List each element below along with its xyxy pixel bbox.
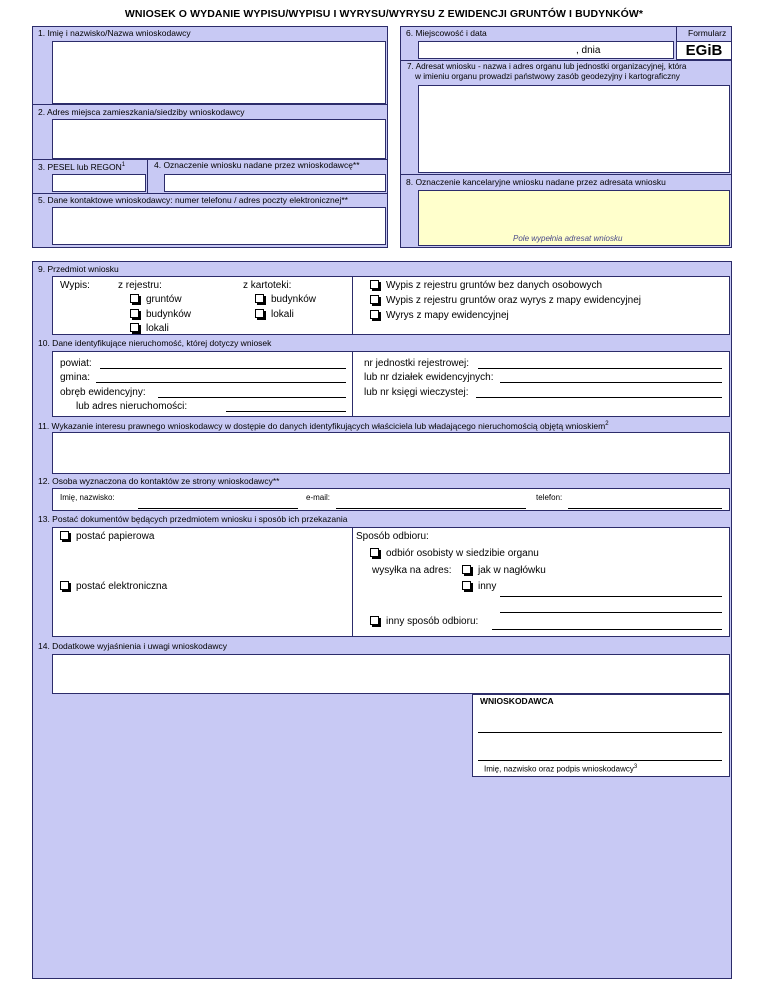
checkbox-icon — [370, 280, 379, 289]
jednostka-label: nr jednostki rejestrowej: — [364, 358, 470, 369]
checkbox-icon — [130, 309, 139, 318]
signature-caption-text: Imię, nazwisko oraz podpis wnioskodawcy — [484, 764, 634, 774]
powiat-label: powiat: — [60, 358, 92, 369]
checkbox-icon — [60, 531, 69, 540]
section-4-label: 4. Oznaczenie wniosku nadane przez wnioskodawcę** — [154, 160, 360, 170]
checkbox-icon — [370, 310, 379, 319]
place-date-field[interactable] — [418, 41, 674, 59]
inny-adres-input[interactable] — [500, 596, 722, 597]
section-1-label: 1. Imię i nazwisko/Nazwa wnioskodawcy — [38, 28, 191, 38]
checkbox-kartoteka-lokali[interactable] — [255, 309, 294, 320]
section-11-label — [34, 419, 609, 432]
checkbox-label: gruntów — [146, 294, 182, 305]
footnote-2: 2 — [605, 421, 609, 427]
signature-line-2[interactable] — [478, 760, 722, 761]
section-12-label: 12. Osoba wyznaczona do kontaktów ze strony wnioskodawcy** — [38, 476, 280, 486]
checkbox-kartoteka-budynkow[interactable] — [255, 294, 316, 305]
legal-interest-field[interactable] — [52, 432, 730, 474]
divider — [352, 276, 353, 335]
inny-sposob-input[interactable] — [492, 629, 722, 630]
checkbox-label: inny sposób odbioru: — [386, 616, 479, 627]
wysylka-label: wysyłka na adres: — [372, 565, 452, 576]
section-2-label: 2. Adres miejsca zamieszkania/siedziby wnioskodawcy — [38, 107, 245, 117]
wnioskodawca-label: WNIOSKODAWCA — [480, 696, 554, 706]
formularz-label: Formularz — [688, 28, 727, 38]
checkbox-wypis-i-wyrys[interactable] — [370, 295, 641, 306]
imie-input[interactable] — [138, 508, 298, 509]
divider — [352, 351, 353, 417]
checkbox-label: inny — [478, 581, 497, 592]
addressee-field[interactable] — [418, 85, 730, 173]
checkbox-label: postać papierowa — [76, 531, 155, 542]
checkbox-label: lokali — [271, 309, 294, 320]
ksiega-input[interactable] — [476, 397, 722, 398]
checkbox-inny-sposob[interactable] — [370, 616, 478, 627]
powiat-input[interactable] — [100, 368, 346, 369]
divider — [32, 104, 388, 105]
checkbox-jak-w-naglowku[interactable] — [462, 565, 546, 576]
divider — [147, 159, 148, 193]
divider — [32, 193, 388, 194]
section-11-text: 11. Wykazanie interesu prawnego wnioskodawcy w dostępie do danych identyfikujących właściciela lub władającego nieruchomością objętą wnioskiem — [38, 420, 606, 431]
checkbox-label: budynków — [146, 309, 192, 320]
checkbox-label: lokali — [146, 323, 169, 334]
divider — [400, 60, 732, 61]
office-reference-field[interactable] — [418, 190, 730, 246]
checkbox-label: jak w nagłówku — [478, 565, 546, 576]
section-3-label — [34, 160, 125, 173]
checkbox-label: Wypis z rejestru gruntów oraz wyrys z mapy ewidencyjnej — [386, 295, 641, 306]
footnote-3: 3 — [633, 764, 638, 770]
checkbox-rejestr-lokali[interactable] — [130, 323, 169, 334]
jednostka-input[interactable] — [478, 368, 722, 369]
section-9-label: 9. Przedmiot wniosku — [38, 264, 119, 274]
applicant-address-field[interactable] — [52, 119, 386, 159]
section-10-label: 10. Dane identyfikujące nieruchomość, której dotyczy wniosek — [38, 338, 272, 348]
section-7-label — [407, 62, 686, 82]
signature-line-1[interactable] — [478, 732, 722, 733]
sposob-odbioru-label: Sposób odbioru: — [356, 531, 429, 542]
email-label: e-mail: — [306, 493, 331, 502]
checkbox-icon — [370, 548, 379, 557]
checkbox-label: Wypis z rejestru gruntów bez danych osobowych — [386, 280, 603, 291]
section-8-label: 8. Oznaczenie kancelaryjne wniosku nadane przez adresata wniosku — [406, 177, 666, 187]
applicant-reference-field[interactable] — [164, 174, 386, 192]
section-7-line-1: 7. Adresat wniosku - nazwa i adres organu lub jednostki organizacyjnej, która — [407, 62, 687, 71]
section-7-line-2: w imieniu organu prowadzi państwowy zasób geodezyjny i kartograficzny — [415, 72, 680, 81]
section-5-label: 5. Dane kontaktowe wnioskodawcy: numer telefonu / adres poczty elektronicznej** — [38, 195, 348, 205]
imie-label: Imię, nazwisko: — [60, 493, 115, 502]
checkbox-rejestr-budynkow[interactable] — [130, 309, 191, 320]
dzialki-label: lub nr działek ewidencyjnych: — [364, 372, 494, 383]
checkbox-icon — [255, 294, 264, 303]
signature-caption — [484, 764, 637, 774]
email-input[interactable] — [336, 508, 526, 509]
checkbox-label: odbiór osobisty w siedzibie organu — [386, 548, 539, 559]
checkbox-label: postać elektroniczna — [76, 581, 168, 592]
section-13-label: 13. Postać dokumentów będących przedmiotem wniosku i sposób ich przekazania — [38, 514, 348, 524]
checkbox-postac-elektroniczna[interactable] — [60, 581, 167, 592]
applicant-name-field[interactable] — [52, 41, 386, 104]
z-kartoteki-label: z kartoteki: — [243, 280, 292, 291]
inny-adres-input-2[interactable] — [500, 612, 722, 613]
obreb-input[interactable] — [158, 397, 346, 398]
checkbox-icon — [370, 616, 379, 625]
gmina-label: gmina: — [60, 372, 91, 383]
checkbox-icon — [370, 295, 379, 304]
checkbox-icon — [60, 581, 69, 590]
divider — [400, 174, 732, 175]
checkbox-wyrys[interactable] — [370, 310, 509, 321]
dnia-label: , dnia — [576, 45, 601, 56]
adres-nieruchomosci-label: lub adres nieruchomości: — [76, 401, 188, 412]
checkbox-wypis-bez-danych[interactable] — [370, 280, 602, 291]
checkbox-icon — [462, 581, 471, 590]
checkbox-inny[interactable] — [462, 581, 496, 592]
checkbox-icon — [462, 565, 471, 574]
checkbox-icon — [130, 323, 139, 332]
checkbox-icon — [130, 294, 139, 303]
checkbox-icon — [255, 309, 264, 318]
checkbox-label: budynków — [271, 294, 317, 305]
section-3-text: 3. PESEL lub REGON — [38, 161, 122, 172]
dzialki-input[interactable] — [500, 382, 722, 383]
pesel-regon-field[interactable] — [52, 174, 146, 192]
checkbox-odbior-osobisty[interactable] — [370, 548, 539, 559]
contact-field[interactable] — [52, 207, 386, 245]
ksiega-label: lub nr księgi wieczystej: — [364, 387, 469, 398]
section-6-label: 6. Miejscowość i data — [406, 28, 487, 38]
checkbox-label: Wyrys z mapy ewidencyjnej — [386, 310, 509, 321]
divider — [352, 527, 353, 637]
section-14-label: 14. Dodatkowe wyjaśnienia i uwagi wnioskodawcy — [38, 641, 227, 651]
form-title: WNIOSEK O WYDANIE WYPISU/WYPISU I WYRYSU/WYRYSU Z EWIDENCJI GRUNTÓW I BUDYNKÓW* — [124, 8, 644, 20]
checkbox-rejestr-gruntow[interactable] — [130, 294, 182, 305]
telefon-input[interactable] — [568, 508, 722, 509]
adres-nieruchomosci-input[interactable] — [226, 411, 346, 412]
obreb-label: obręb ewidencyjny: — [60, 387, 146, 398]
office-use-note: Pole wypełnia adresat wniosku — [513, 234, 623, 243]
telefon-label: telefon: — [536, 493, 563, 502]
footnote-1: 1 — [121, 162, 126, 168]
checkbox-postac-papierowa[interactable] — [60, 531, 154, 542]
z-rejestru-label: z rejestru: — [118, 280, 162, 291]
wypis-label: Wypis: — [60, 280, 90, 291]
remarks-field[interactable] — [52, 654, 730, 694]
gmina-input[interactable] — [96, 382, 346, 383]
form-code: EGiB — [676, 41, 732, 60]
